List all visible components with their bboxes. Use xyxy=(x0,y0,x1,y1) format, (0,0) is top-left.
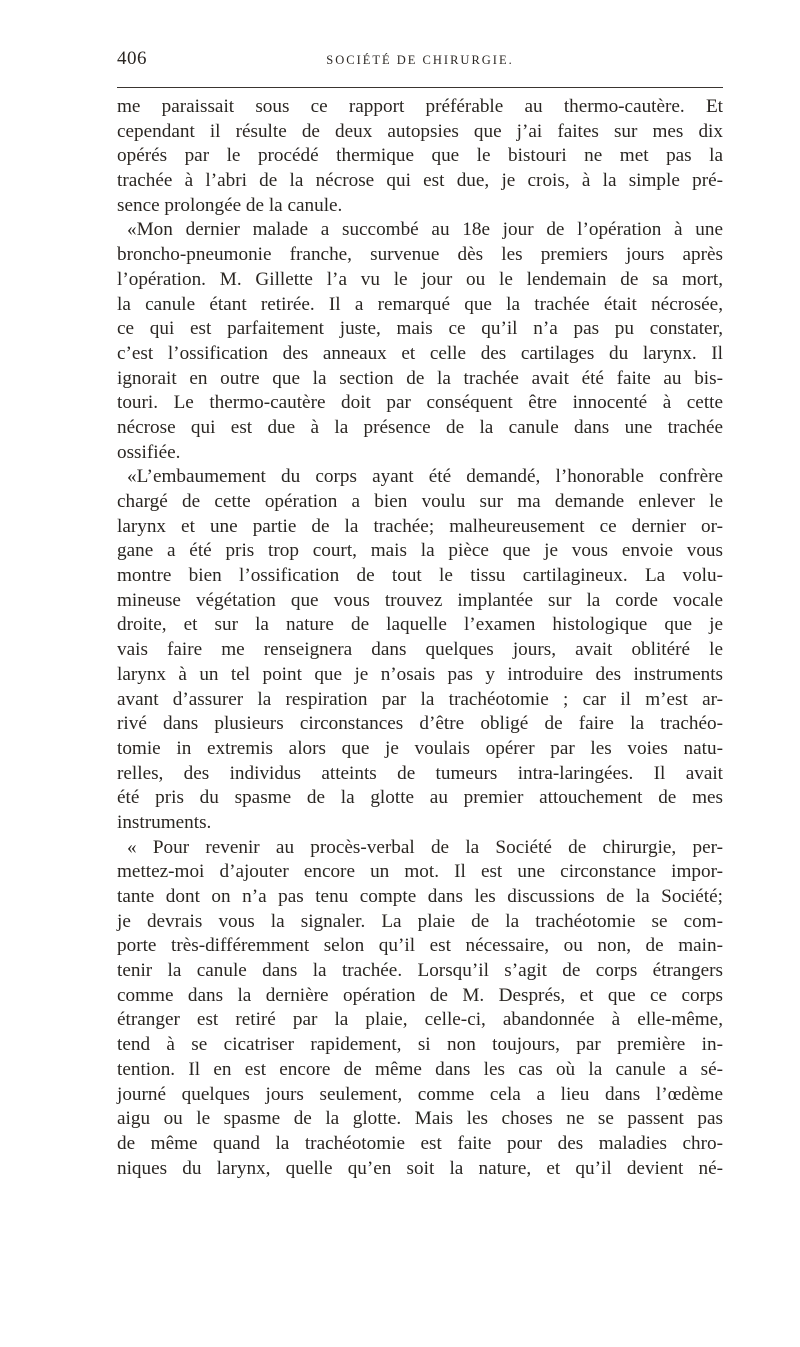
text-line: aigu ou le spasme de la glotte. Mais les choses ne se passent pas xyxy=(117,1108,723,1130)
text-line: porte très-différemment selon qu’il est nécessaire, ou non, de main- xyxy=(117,935,723,957)
text-line: « Pour revenir au procès-verbal de la Société de chirurgie, per- xyxy=(127,836,723,858)
text-line: c’est l’ossification des anneaux et celle des cartilages du larynx. Il xyxy=(117,342,723,364)
text-line: je devrais vous la signaler. La plaie de la trachéotomie se com- xyxy=(117,910,723,932)
text-line: sence prolongée de la canule. xyxy=(117,194,343,216)
text-line: étranger est retiré par la plaie, celle-ci, abandonnée à elle-même, xyxy=(117,1009,723,1031)
text-line: nécrose qui est due à la présence de la canule dans une trachée xyxy=(117,416,723,438)
text-line: niques du larynx, quelle qu’en soit la nature, et qu’il devient né- xyxy=(117,1157,723,1179)
text-line: tomie in extremis alors que je voulais opérer par les voies natu- xyxy=(117,737,723,759)
text-line: journé quelques jours seulement, comme cela a lieu dans l’œdème xyxy=(117,1083,723,1105)
text-line: tante dont on n’a pas tenu compte dans les discussions de la Société; xyxy=(117,886,723,907)
text-line: larynx et une partie de la trachée; malheureusement ce dernier or- xyxy=(117,515,723,537)
text-line: mettez-moi d’ajouter encore un mot. Il est une circonstance impor- xyxy=(117,861,723,883)
running-head: SOCIÉTÉ DE CHIRURGIE. xyxy=(326,53,514,67)
text-line: rivé dans plusieurs circonstances d’être obligé de faire la trachéo- xyxy=(117,713,723,735)
text-line: larynx à un tel point que je n’osais pas y introduire des instruments xyxy=(117,663,723,685)
text-line: chargé de cette opération a bien voulu sur ma demande enlever le xyxy=(117,491,723,512)
text-line: relles, des individus atteints de tumeurs intra-laringées. Il avait xyxy=(117,762,723,784)
text-line: avant d’assurer la respiration par la trachéotomie ; car il m’est ar- xyxy=(117,688,723,710)
text-line: tenir la canule dans la trachée. Lorsqu’il s’agit de corps étrangers xyxy=(117,960,723,982)
text-line: cependant il résulte de deux autopsies que j’ai faites sur mes dix xyxy=(117,120,723,142)
page-header xyxy=(117,48,723,78)
text-line: «Mon dernier malade a succombé au 18e jour de l’opération à une xyxy=(127,219,723,241)
header-rule xyxy=(117,87,723,88)
text-line: ignorait en outre que la section de la trachée avait été faite au bis- xyxy=(117,367,723,389)
body-text xyxy=(117,95,723,1181)
text-line: tend à se cicatriser rapidement, si non toujours, par première in- xyxy=(117,1034,723,1056)
text-line: mineuse végétation que vous trouvez implantée sur la corde vocale xyxy=(117,589,723,611)
text-line: tention. Il en est encore de même dans les cas où la canule a sé- xyxy=(117,1058,723,1080)
text-line: ossifiée. xyxy=(117,441,181,463)
text-line: touri. Le thermo-cautère doit par conséquent être innocenté à cette xyxy=(117,392,723,414)
text-line: ce qui est parfaitement juste, mais ce qu’il n’a pas pu constater, xyxy=(117,318,723,340)
text-line: trachée à l’abri de la nécrose qui est due, je crois, à la simple pré- xyxy=(117,170,723,192)
text-line: l’opération. M. Gillette l’a vu le jour ou le lendemain de sa mort, xyxy=(117,268,723,290)
text-line: été pris du spasme de la glotte au premier attouchement de mes xyxy=(117,787,723,809)
text-line: de même quand la trachéotomie est faite pour des maladies chro- xyxy=(117,1132,723,1154)
text-line: me paraissait sous ce rapport préférable au thermo-cautère. Et xyxy=(117,96,723,117)
text-line: droite, et sur la nature de laquelle l’examen histologique que je xyxy=(117,614,723,636)
text-line: gane a été pris trop court, mais la pièce que je vous envoie vous xyxy=(117,540,723,562)
text-line: opérés par le procédé thermique que le bistouri ne met pas la xyxy=(117,145,723,167)
text-line: «L’embaumement du corps ayant été demandé, l’honorable confrère xyxy=(127,466,723,488)
text-line: comme dans la dernière opération de M. Després, et que ce corps xyxy=(117,984,723,1006)
text-line: vais faire me renseignera dans quelques jours, avait oblitéré le xyxy=(117,639,723,661)
text-line: la canule étant retirée. Il a remarqué que la trachée était nécrosée, xyxy=(117,293,723,315)
text-line: broncho-pneumonie franche, survenue dès les premiers jours après xyxy=(117,244,723,266)
page-number: 406 xyxy=(117,48,147,69)
text-line: instruments. xyxy=(117,811,212,833)
text-line: montre bien l’ossification de tout le tissu cartilagineux. La volu- xyxy=(117,565,723,587)
